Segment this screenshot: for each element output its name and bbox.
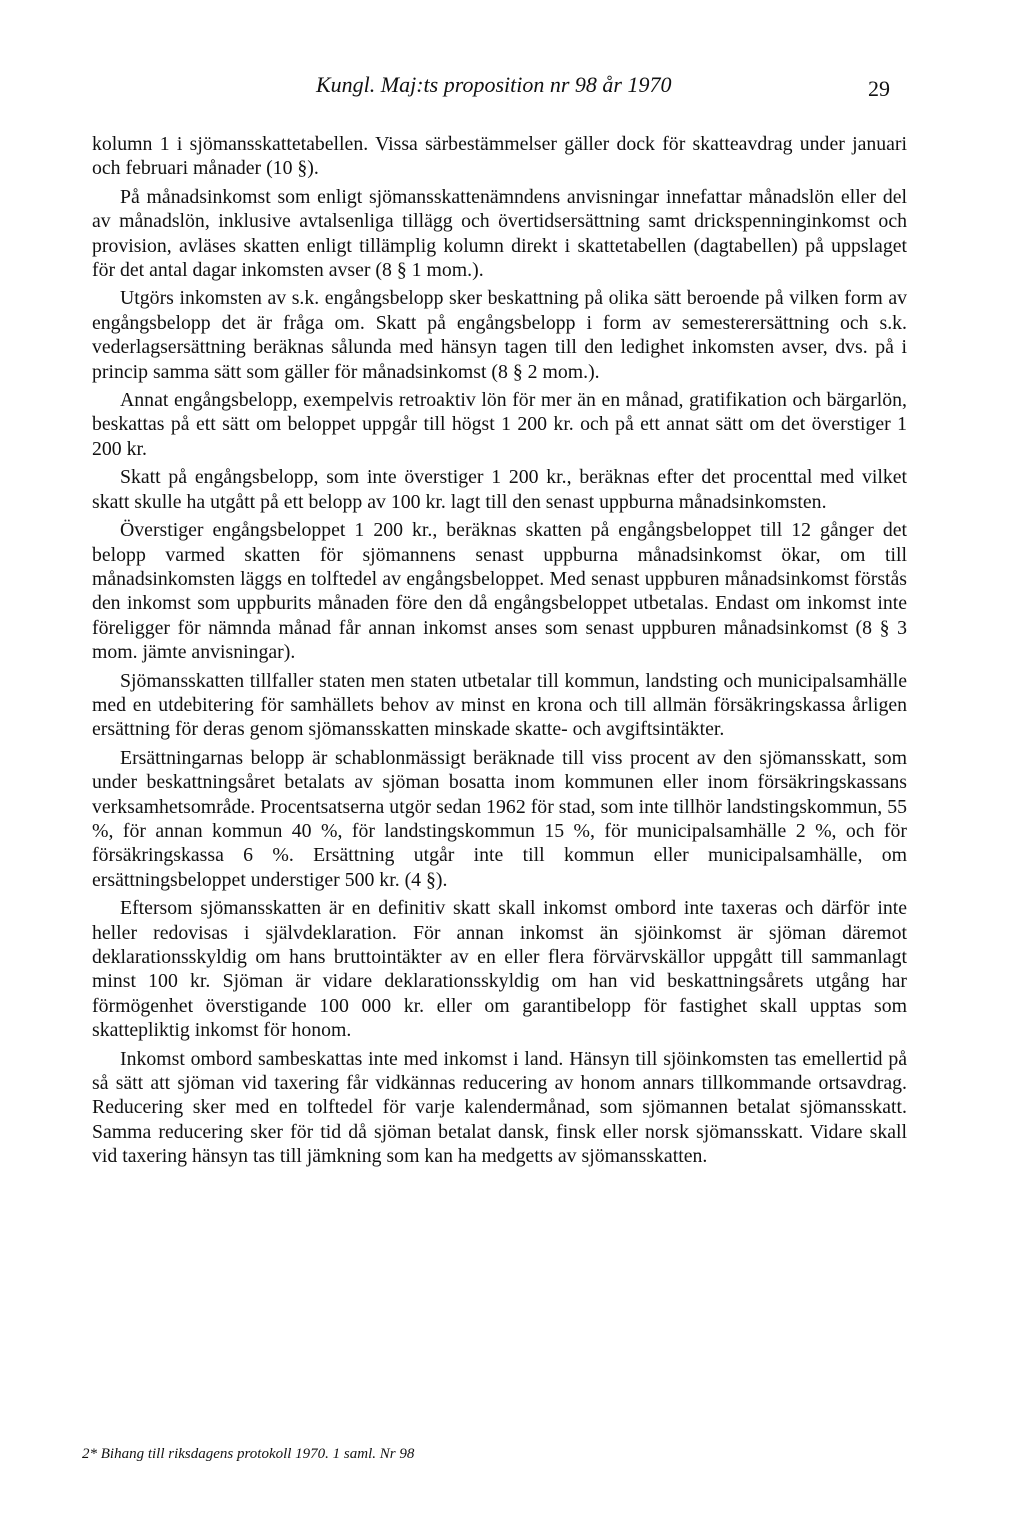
paragraph: Överstiger engångsbeloppet 1 200 kr., beräknas skatten på engångsbeloppet till 12 gånger det belopp varmed skatten för sjömannens senast uppburna månadsinkomst ökar, om till månadsinkomsten läggs en tolftedel av engångsbeloppet. Med senast uppburen månadsinkomst förstås den inkomst som uppburits månaden före den då engångsbeloppet utbetalas. Endast om inkomst inte föreligger för nämnda månad får annan inkomst anses som senast uppburen månadsinkomst (8 § 3 mom. jämte anvisningar).: [92, 519, 907, 664]
paragraph: Sjömansskatten tillfaller staten men staten utbetalar till kommun, landsting och municipalsamhälle med en utdebitering för samhällets behov av minst en krona och till allmän försäkringskassa årligen ersättning för deras genom sjömansskatten minskade skatte- och avgiftsintäkter.: [92, 669, 907, 741]
paragraph: Eftersom sjömansskatten är en definitiv skatt skall inkomst ombord inte taxeras och därför inte heller redovisas i självdeklaration. För annan inkomst än sjöinkomst är sjöman däremot deklarationsskyldig om hans bruttointäkter av en eller flera förvärvskällor uppgått till sammanlagt minst 100 kr. Sjöman är vidare deklarationsskyldig om han vid beskattningsårets utgång har förmögenhet överstigande 100 000 kr. eller om garantibelopp för fastighet skall upptas som skattepliktig inkomst för honom.: [92, 897, 907, 1042]
page-number: 29: [868, 76, 890, 101]
paragraph: kolumn 1 i sjömansskattetabellen. Vissa särbestämmelser gäller dock för skatteavdrag under januari och februari månader (10 §).: [92, 133, 907, 180]
paragraph: Inkomst ombord sambeskattas inte med inkomst i land. Hänsyn till sjöinkomsten tas emellertid på så sätt att sjöman vid taxering får vidkännas reducering av honom annars tillkommande ortsavdrag. Reducering sker med en tolftedel för varje kalendermånad, som sjömannen betalat sjömansskatt. Samma reducering sker för tid då sjöman betalat dansk, finsk eller norsk sjömansskatt. Vidare skall vid taxering hänsyn tas till jämkning som kan ha medgetts av sjömansskatten.: [92, 1047, 907, 1168]
page-header: [0, 72, 1024, 108]
footer-signature: 2* Bihang till riksdagens protokoll 1970. 1 saml. Nr 98: [82, 1446, 415, 1462]
paragraph: Annat engångsbelopp, exempelvis retroaktiv lön för mer än en månad, gratifikation och bärgarlön, beskattas på ett sätt om beloppet uppgår till högst 1 200 kr. och på ett annat sätt om det överstiger 1 200 kr.: [92, 389, 907, 460]
body-text: [92, 132, 907, 1173]
running-title: Kungl. Maj:ts proposition nr 98 år 1970: [316, 72, 672, 97]
paragraph: Ersättningarnas belopp är schablonmässigt beräknade till viss procent av den sjömansskatt, som under beskattningsåret betalats av sjöman bosatta inom kommunen eller inom försäkringskassans verksamhetsområde. Procentsatserna utgör sedan 1962 för stad, som inte tillhör landstingskommun, 55 %, för annan kommun 40 %, för landstingskommun 15 %, för municipalsamhälle 2 %, och för försäkringskassa 6 %. Ersättning utgår inte till kommun eller municipalsamhälle, om ersättningsbeloppet understiger 500 kr. (4 §).: [92, 746, 907, 891]
paragraph: På månadsinkomst som enligt sjömansskattenämndens anvisningar innefattar månadslön eller del av månadslön, inklusive avtalsenliga tillägg och övertidsersättning samt drickspenninginkomst och provision, avläses skatten enligt tillämplig kolumn direkt i skattetabellen (dagtabellen) på uppslaget för det antal dagar inkomsten avser (8 § 1 mom.).: [92, 185, 907, 282]
paragraph: Skatt på engångsbelopp, som inte överstiger 1 200 kr., beräknas efter det procenttal med vilket skatt skulle ha utgått på ett belopp av 100 kr. lagt till den senast uppburna månadsinkomsten.: [92, 466, 907, 513]
paragraph: Utgörs inkomsten av s.k. engångsbelopp sker beskattning på olika sätt beroende på vilken form av engångsbelopp det är fråga om. Skatt på engångsbelopp i form av semesterersättning och s.k. vederlagsersättning beräknas sålunda med hänsyn tagen till den ledighet inkomsten avser, dvs. på i princip samma sätt som gäller för månadsinkomst (8 § 2 mom.).: [92, 287, 907, 383]
